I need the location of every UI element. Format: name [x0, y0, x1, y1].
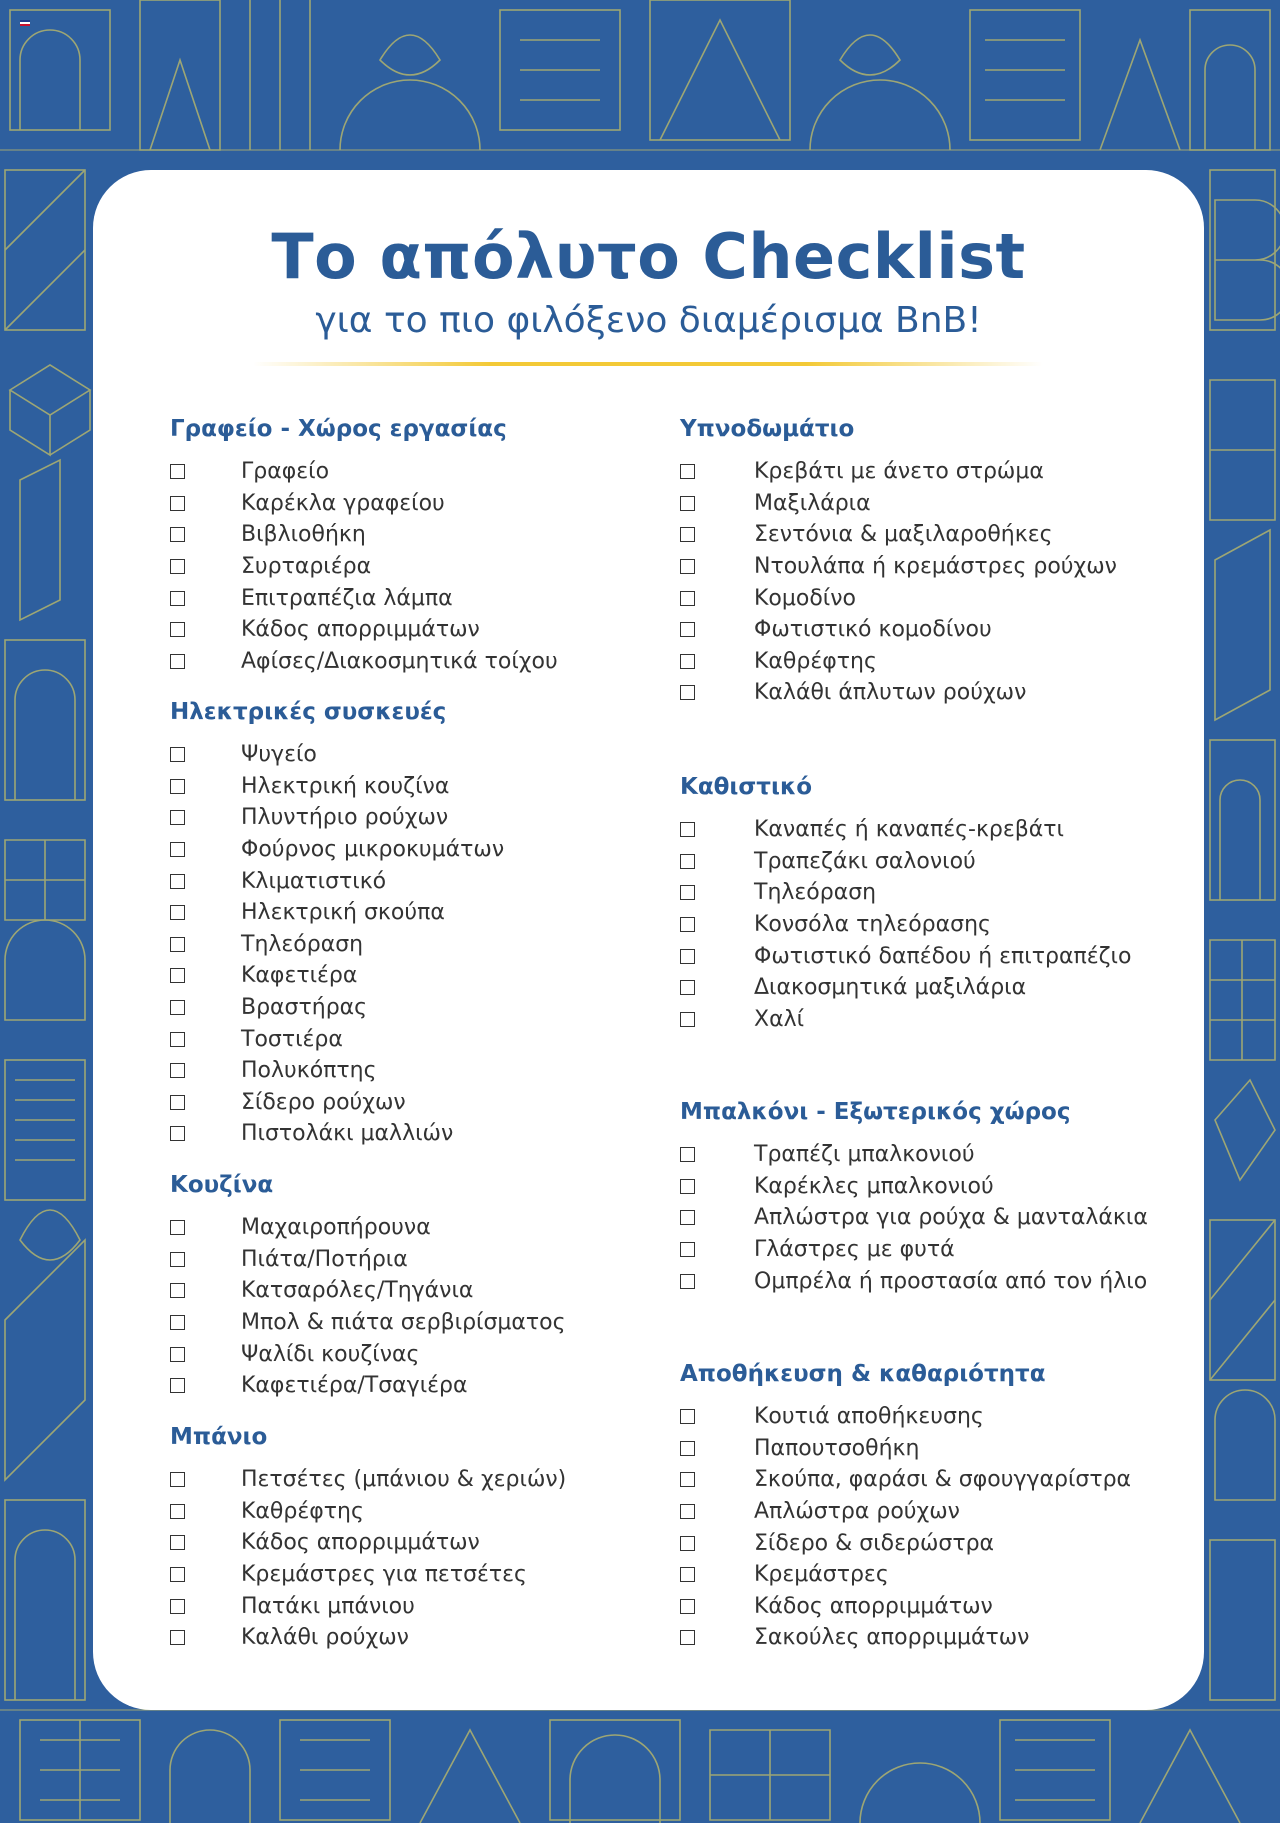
checkbox[interactable]	[680, 527, 695, 542]
checklist-item-label: Τραπεζάκι σαλονιού	[754, 848, 976, 874]
checklist-item-label: Φωτιστικό κομοδίνου	[754, 617, 992, 643]
checkbox[interactable]	[170, 874, 185, 889]
section-office	[170, 414, 670, 677]
checklist-item	[170, 1464, 670, 1496]
checklist-item	[680, 1622, 1180, 1654]
checklist-item	[680, 909, 1180, 941]
checkbox[interactable]	[170, 1535, 185, 1550]
checklist	[170, 456, 670, 677]
checklist-item-label: Πλυντήριο ρούχων	[241, 805, 449, 831]
checklist-item-label: Καρέκλα γραφείου	[241, 490, 445, 516]
checkbox[interactable]	[170, 622, 185, 637]
checklist-item-label: Καφετιέρα	[241, 963, 358, 989]
checklist-item-label: Κουτιά αποθήκευσης	[754, 1404, 984, 1430]
checklist-item	[170, 739, 670, 771]
checkbox[interactable]	[170, 654, 185, 669]
checklist-item-label: Κάδος απορριμμάτων	[241, 617, 480, 643]
checklist-item-label: Καλάθι ρούχων	[241, 1625, 409, 1651]
page-subtitle: για το πιο φιλόξενο διαμέρισμα BnB!	[315, 300, 982, 341]
checkbox[interactable]	[170, 1095, 185, 1110]
checkbox[interactable]	[680, 685, 695, 700]
checklist-item	[680, 1527, 1180, 1559]
checklist-item-label: Κρεμάστρες	[754, 1562, 889, 1588]
checkbox[interactable]	[680, 1536, 695, 1551]
checkbox[interactable]	[170, 1252, 185, 1267]
checklist-item	[680, 1265, 1180, 1297]
checklist-item	[680, 1139, 1180, 1171]
checkbox[interactable]	[680, 591, 695, 606]
checklist-item	[680, 519, 1180, 551]
checklist-item	[170, 1527, 670, 1559]
checkbox[interactable]	[680, 1179, 695, 1194]
checklist	[680, 1139, 1180, 1297]
checklist-item	[170, 1118, 670, 1150]
checklist-item-label: Γλάστρες με φυτά	[754, 1237, 955, 1263]
checkbox[interactable]	[170, 779, 185, 794]
checkbox[interactable]	[680, 1472, 695, 1487]
checklist-item	[170, 1275, 670, 1307]
checkbox[interactable]	[170, 527, 185, 542]
section-balcony	[680, 1097, 1180, 1297]
checklist-item-label: Ηλεκτρική κουζίνα	[241, 773, 450, 799]
checklist-item-label: Κάδος απορριμμάτων	[241, 1530, 480, 1556]
checklist-item	[170, 992, 670, 1024]
checkbox[interactable]	[170, 1378, 185, 1393]
checkbox[interactable]	[170, 937, 185, 952]
checklist-item-label: Τραπέζι μπαλκονιού	[754, 1142, 975, 1168]
checklist-item	[170, 771, 670, 803]
title-divider	[253, 362, 1043, 366]
checklist-item	[680, 1591, 1180, 1623]
checklist-item-label: Σίδερο ρούχων	[241, 1089, 406, 1115]
checklist-item	[680, 846, 1180, 878]
checkbox[interactable]	[680, 1242, 695, 1257]
checkbox[interactable]	[680, 917, 695, 932]
checkbox[interactable]	[680, 1210, 695, 1225]
checkbox[interactable]	[680, 559, 695, 574]
checklist	[170, 739, 670, 1150]
checkbox[interactable]	[170, 1504, 185, 1519]
checkbox[interactable]	[680, 1274, 695, 1289]
section-bathroom	[170, 1422, 670, 1654]
checkbox[interactable]	[680, 1441, 695, 1456]
checkbox[interactable]	[170, 1063, 185, 1078]
checkbox[interactable]	[170, 591, 185, 606]
checklist-item-label: Πολυκόπτης	[241, 1058, 377, 1084]
checklist-item	[680, 814, 1180, 846]
checkbox[interactable]	[170, 1567, 185, 1582]
checklist-item	[680, 614, 1180, 646]
checklist-item	[680, 877, 1180, 909]
checkbox[interactable]	[680, 885, 695, 900]
checklist-item-label: Απλώστρα για ρούχα & μανταλάκια	[754, 1205, 1148, 1231]
section-title: Καθιστικό	[680, 774, 813, 800]
checkbox[interactable]	[680, 622, 695, 637]
checklist-item	[680, 646, 1180, 678]
checklist-item	[680, 1202, 1180, 1234]
checklist-item-label: Διακοσμητικά μαξιλάρια	[754, 975, 1027, 1001]
checklist-item	[170, 1212, 670, 1244]
checklist-item-label: Κομοδίνο	[754, 585, 856, 611]
checklist-item-label: Πατάκι μπάνιου	[241, 1593, 415, 1619]
checkbox[interactable]	[170, 1283, 185, 1298]
checklist-item-label: Καθρέφτης	[241, 1498, 364, 1524]
checkbox[interactable]	[680, 1599, 695, 1614]
checklist-item	[680, 582, 1180, 614]
section-title: Μπάνιο	[170, 1424, 268, 1450]
section-title: Κουζίνα	[170, 1172, 274, 1198]
checkbox[interactable]	[170, 1126, 185, 1141]
checklist	[680, 814, 1180, 1035]
checklist-item-label: Αφίσες/Διακοσμητικά τοίχου	[241, 648, 558, 674]
checkbox[interactable]	[170, 1000, 185, 1015]
checklist-item-label: Κατσαρόλες/Τηγάνια	[241, 1278, 474, 1304]
checklist-item	[680, 1004, 1180, 1036]
checklist-item-label: Κρεβάτι με άνετο στρώμα	[754, 459, 1044, 485]
section-storage	[680, 1359, 1180, 1654]
checklist-item	[170, 1244, 670, 1276]
checklist-item-label: Γραφείο	[241, 459, 330, 485]
checkbox[interactable]	[170, 1630, 185, 1645]
checklist-item-label: Μπολ & πιάτα σερβιρίσματος	[241, 1310, 566, 1336]
checkbox[interactable]	[680, 1409, 695, 1424]
section-title: Υπνοδωμάτιο	[680, 416, 855, 442]
checklist	[680, 456, 1180, 709]
checklist-item-label: Σακούλες απορριμμάτων	[754, 1625, 1030, 1651]
checklist-item	[170, 865, 670, 897]
checklist-item	[170, 1023, 670, 1055]
checklist-item-label: Κρεμάστρες για πετσέτες	[241, 1562, 527, 1588]
checklist-item	[170, 456, 670, 488]
checklist-item-label: Τοστιέρα	[241, 1026, 343, 1052]
checklist-item	[680, 1171, 1180, 1203]
checklist-item	[170, 614, 670, 646]
checklist-item-label: Βραστήρας	[241, 995, 368, 1021]
checklist-item-label: Κάδος απορριμμάτων	[754, 1593, 993, 1619]
checklist-item	[170, 1590, 670, 1622]
checklist-item	[170, 834, 670, 866]
checkbox[interactable]	[170, 1032, 185, 1047]
checklist-item-label: Φωτιστικό δαπέδου ή επιτραπέζιο	[754, 943, 1132, 969]
checklist-item	[680, 940, 1180, 972]
checklist-item	[170, 1496, 670, 1528]
checklist-item-label: Σκούπα, φαράσι & σφουγγαρίστρα	[754, 1467, 1132, 1493]
section-appliances	[170, 697, 670, 1150]
checkbox[interactable]	[680, 1147, 695, 1162]
checklist-item	[170, 519, 670, 551]
checkbox[interactable]	[680, 654, 695, 669]
checkbox[interactable]	[170, 1315, 185, 1330]
checkbox[interactable]	[170, 842, 185, 857]
checklist-item	[170, 646, 670, 678]
checklist-item	[680, 1401, 1180, 1433]
checklist-item-label: Ηλεκτρική σκούπα	[241, 900, 445, 926]
checkbox[interactable]	[680, 822, 695, 837]
checklist-item-label: Καρέκλες μπαλκονιού	[754, 1173, 994, 1199]
checklist	[170, 1464, 670, 1654]
checkbox[interactable]	[680, 1504, 695, 1519]
checkbox[interactable]	[170, 1220, 185, 1235]
checklist-item-label: Φούρνος μικροκυμάτων	[241, 837, 505, 863]
checklist-item	[680, 551, 1180, 583]
checklist-item-label: Κονσόλα τηλεόρασης	[754, 912, 991, 938]
checklist-item-label: Επιτραπέζια λάμπα	[241, 585, 453, 611]
checklist-item	[680, 1559, 1180, 1591]
checkbox[interactable]	[170, 1472, 185, 1487]
checklist-item-label: Χαλί	[754, 1006, 805, 1032]
language-flag-icon	[20, 20, 30, 26]
checkbox[interactable]	[680, 949, 695, 964]
checklist-item-label: Ψαλίδι κουζίνας	[241, 1341, 420, 1367]
checkbox[interactable]	[170, 464, 185, 479]
checkbox[interactable]	[680, 496, 695, 511]
checklist-item	[170, 1370, 670, 1402]
checklist-item-label: Ψυγείο	[241, 742, 317, 768]
checklist-item-label: Πιστολάκι μαλλιών	[241, 1121, 454, 1147]
checklist-item	[680, 456, 1180, 488]
checklist-item	[170, 1087, 670, 1119]
checklist-item-label: Απλώστρα ρούχων	[754, 1499, 960, 1525]
checklist-item	[680, 972, 1180, 1004]
checklist-item-label: Συρταριέρα	[241, 554, 372, 580]
checklist-item-label: Καφετιέρα/Τσαγιέρα	[241, 1373, 468, 1399]
checkbox[interactable]	[170, 747, 185, 762]
checklist-item	[170, 582, 670, 614]
checklist-item-label: Τηλεόραση	[241, 931, 364, 957]
checklist-item	[170, 1307, 670, 1339]
checklist-item	[170, 1559, 670, 1591]
checklist-item	[170, 1622, 670, 1654]
checklist-item-label: Κλιματιστικό	[241, 868, 387, 894]
section-kitchen	[170, 1170, 670, 1402]
checklist-item-label: Τηλεόραση	[754, 880, 877, 906]
checkbox[interactable]	[170, 905, 185, 920]
checkbox[interactable]	[680, 980, 695, 995]
checklist-item	[170, 1338, 670, 1370]
checklist	[170, 1212, 670, 1402]
section-title: Ηλεκτρικές συσκευές	[170, 699, 447, 725]
section-title: Μπαλκόνι - Εξωτερικός χώρος	[680, 1099, 1071, 1125]
section-title: Γραφείο - Χώρος εργασίας	[170, 416, 507, 442]
checkbox[interactable]	[170, 968, 185, 983]
checklist-item	[680, 1464, 1180, 1496]
checkbox[interactable]	[680, 1630, 695, 1645]
checklist-item-label: Μαξιλάρια	[754, 490, 871, 516]
checklist-item	[170, 802, 670, 834]
checklist-item-label: Καναπές ή καναπές-κρεβάτι	[754, 817, 1064, 843]
checkbox[interactable]	[170, 1347, 185, 1362]
checklist-item	[170, 897, 670, 929]
checklist-item	[680, 677, 1180, 709]
checklist-item	[680, 1496, 1180, 1528]
checklist-item-label: Σίδερο & σιδερώστρα	[754, 1530, 995, 1556]
checklist-item-label: Σεντόνια & μαξιλαροθήκες	[754, 522, 1053, 548]
checklist-item-label: Καθρέφτης	[754, 648, 877, 674]
checklist-item-label: Βιβλιοθήκη	[241, 522, 366, 548]
checklist-item	[170, 929, 670, 961]
checklist-item	[170, 960, 670, 992]
checklist-item-label: Ομπρέλα ή προστασία από τον ήλιο	[754, 1268, 1148, 1294]
checklist-item-label: Πετσέτες (μπάνιου & χεριών)	[241, 1467, 567, 1493]
checklist-item-label: Μαχαιροπήρουνα	[241, 1215, 431, 1241]
checkbox[interactable]	[680, 1567, 695, 1582]
checkbox[interactable]	[680, 1012, 695, 1027]
checklist-item-label: Παπουτσοθήκη	[754, 1435, 920, 1461]
section-living	[680, 772, 1180, 1035]
checkbox[interactable]	[680, 854, 695, 869]
checklist-item	[170, 551, 670, 583]
checklist-item	[680, 488, 1180, 520]
checklist-item	[680, 1433, 1180, 1465]
page-title: Το απόλυτο Checklist	[271, 220, 1026, 293]
checklist-item-label: Πιάτα/Ποτήρια	[241, 1246, 408, 1272]
checklist-item-label: Καλάθι άπλυτων ρούχων	[754, 680, 1027, 706]
checklist-item	[170, 488, 670, 520]
checkbox[interactable]	[170, 496, 185, 511]
checkbox[interactable]	[170, 559, 185, 574]
checkbox[interactable]	[170, 1599, 185, 1614]
checklist-item-label: Ντουλάπα ή κρεμάστρες ρούχων	[754, 554, 1117, 580]
checklist-item	[170, 1055, 670, 1087]
section-title: Αποθήκευση & καθαριότητα	[680, 1361, 1046, 1387]
checklist	[680, 1401, 1180, 1654]
checkbox[interactable]	[680, 464, 695, 479]
section-bedroom	[680, 414, 1180, 709]
checkbox[interactable]	[170, 810, 185, 825]
checklist-item	[680, 1234, 1180, 1266]
